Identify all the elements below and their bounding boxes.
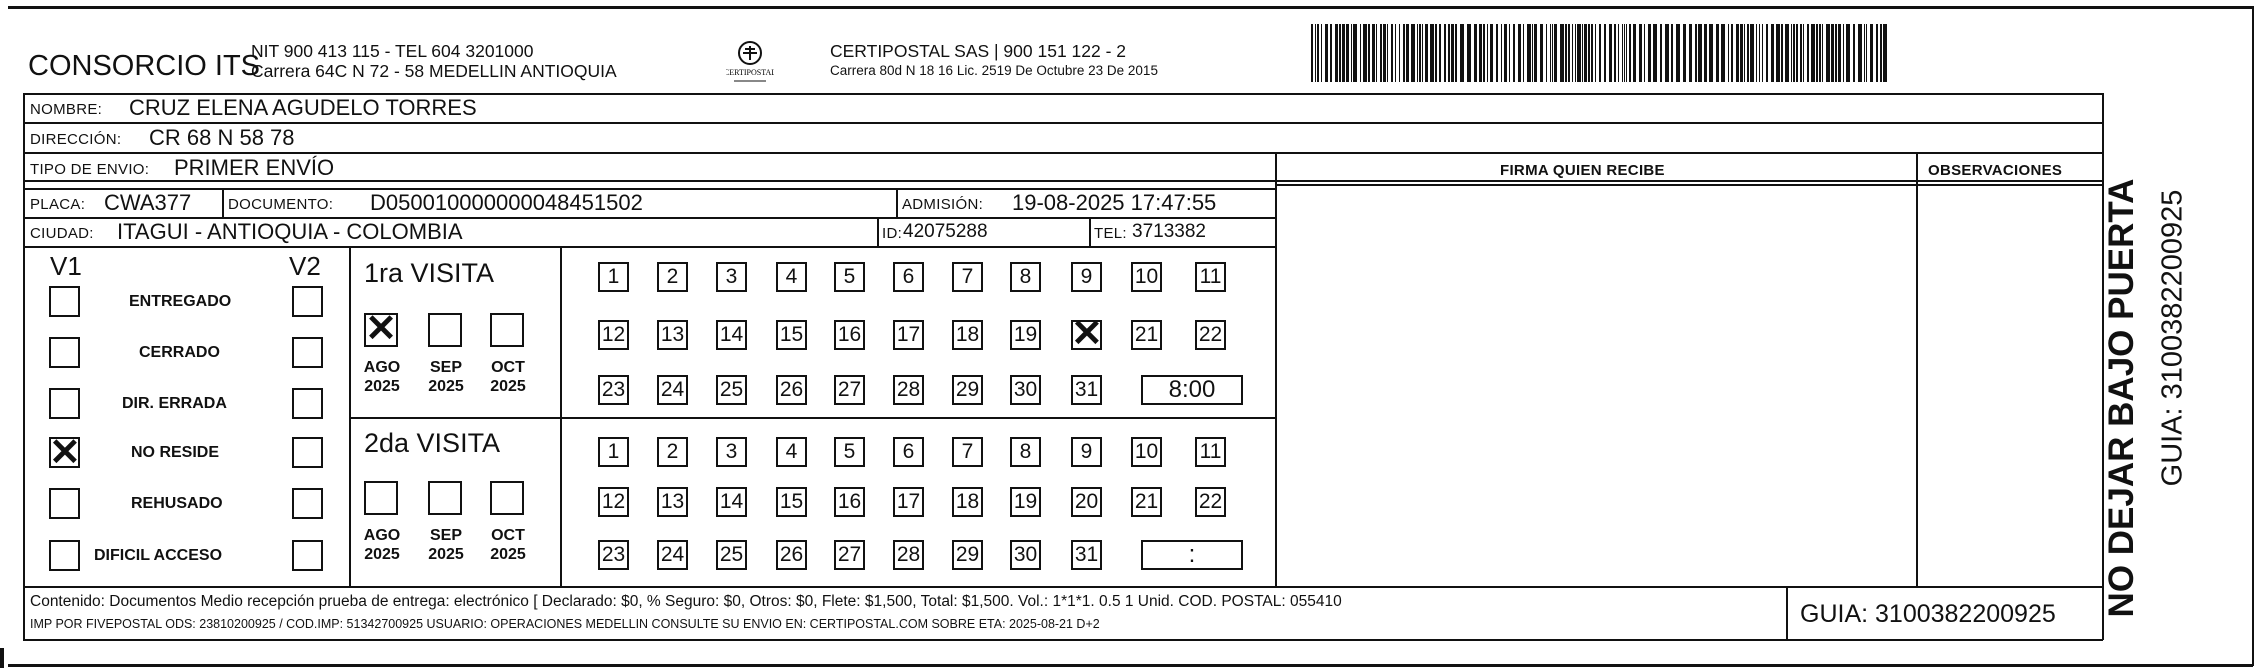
id-divider [877, 217, 879, 246]
visit2-day-18[interactable]: 18 [952, 487, 983, 517]
visit2-time-box[interactable]: : [1141, 540, 1243, 570]
form-bottom-line [23, 586, 2103, 588]
visit2-day-21[interactable]: 21 [1131, 487, 1162, 517]
status-label-3: NO RESIDE [131, 444, 220, 461]
signature-col-line [1275, 152, 1277, 586]
v2-checkbox-0[interactable] [292, 286, 323, 317]
visit2-day-14[interactable]: 14 [716, 487, 747, 517]
visit1-title: 1ra VISITA [364, 258, 495, 288]
barcode-graphic [1311, 24, 1890, 82]
visit2-month-checkbox-2[interactable] [490, 481, 524, 515]
v2-checkbox-4[interactable] [292, 488, 323, 519]
visit2-day-19[interactable]: 19 [1010, 487, 1041, 517]
visit1-day-26[interactable]: 26 [776, 375, 807, 405]
v1-checkbox-2[interactable] [49, 388, 80, 419]
certipostal-logo-icon [726, 38, 774, 86]
visit2-title: 2da VISITA [364, 428, 501, 458]
barcode [1311, 24, 1890, 82]
visit2-day-8[interactable]: 8 [1010, 437, 1041, 467]
id-label: ID: [882, 225, 903, 242]
visit1-day-28[interactable]: 28 [893, 375, 924, 405]
v1-checkbox-0[interactable] [49, 286, 80, 317]
certipostal-logo [726, 38, 774, 86]
ciudad-value: ITAGUI - ANTIOQUIA - COLOMBIA [117, 219, 463, 244]
form-left-line [23, 93, 25, 640]
nombre-label: NOMBRE: [30, 101, 103, 118]
v2-checkbox-5[interactable] [292, 540, 323, 571]
visit1-day-5[interactable]: 5 [834, 262, 865, 292]
visit1-day-27[interactable]: 27 [834, 375, 865, 405]
visit1-day-4[interactable]: 4 [776, 262, 807, 292]
visit1-day-7[interactable]: 7 [952, 262, 983, 292]
placa-doc-divider [222, 188, 224, 217]
visit1-month-check-mark: ✕ [365, 308, 397, 350]
visit1-day-1[interactable]: 1 [598, 262, 629, 292]
tipo-envio-value: PRIMER ENVÍO [174, 155, 335, 180]
visit1-day-29[interactable]: 29 [952, 375, 983, 405]
visit1-day-14[interactable]: 14 [716, 320, 747, 350]
certipostal-name: CERTIPOSTAL SAS | 900 151 122 - 2 [830, 41, 1127, 61]
v1-checkbox-4[interactable] [49, 488, 80, 519]
visit2-day-3[interactable]: 3 [716, 437, 747, 467]
visit2-day-22[interactable]: 22 [1195, 487, 1226, 517]
visit1-day-17[interactable]: 17 [893, 320, 924, 350]
visit1-day-10[interactable]: 10 [1131, 262, 1162, 292]
visit1-day-15[interactable]: 15 [776, 320, 807, 350]
visit1-day-check-mark: ✕ [1071, 313, 1103, 355]
visit2-day-6[interactable]: 6 [893, 437, 924, 467]
status-label-5: DIFICIL ACCESO [94, 547, 223, 564]
month-col-line [560, 246, 562, 586]
visit2-day-9[interactable]: 9 [1071, 437, 1102, 467]
visit1-day-21[interactable]: 21 [1131, 320, 1162, 350]
v2-checkbox-3[interactable] [292, 437, 323, 468]
visit2-day-5[interactable]: 5 [834, 437, 865, 467]
row-line-1 [23, 122, 2103, 124]
v2-label: V2 [289, 251, 321, 281]
visit2-day-2[interactable]: 2 [657, 437, 688, 467]
v2-checkbox-1[interactable] [292, 337, 323, 368]
visit1-month-label-0: AGO 2025 [363, 359, 401, 395]
visit1-day-31[interactable]: 31 [1071, 375, 1102, 405]
svg-text:CERTIPOSTAL: CERTIPOSTAL [726, 68, 774, 77]
placa-label: PLACA: [30, 196, 86, 213]
documento-label: DOCUMENTO: [228, 196, 334, 213]
company-nit-tel: NIT 900 413 115 - TEL 604 3201000 [251, 41, 534, 61]
visit1-day-13[interactable]: 13 [657, 320, 688, 350]
visit1-day-6[interactable]: 6 [893, 262, 924, 292]
visit2-day-12[interactable]: 12 [598, 487, 629, 517]
bottom-border [8, 664, 2253, 667]
footer-line-1: Contenido: Documentos Medio recepción prueba de entrega: electrónico [ Declarado: $0, % Seguro: $0, Otros: $0, Flete: $1,500, Total: $1,500. Vol.: 1*1*1. 0.5 1 Unid. COD. POSTAL: 055410 [30, 593, 1342, 610]
visit2-month-label-1: SEP 2025 [428, 527, 464, 563]
admision-value: 19-08-2025 17:47:55 [1012, 190, 1217, 215]
v1-checkbox-5[interactable] [49, 540, 80, 571]
documento-value: D050010000000048451502 [370, 190, 643, 215]
side-warning: NO DEJAR BAJO PUERTA [2102, 178, 2141, 618]
visit2-day-23[interactable]: 23 [598, 540, 629, 570]
visit1-month-checkbox-2[interactable] [490, 313, 524, 347]
tel-value: 3713382 [1132, 221, 1206, 242]
left-edge-mark [0, 648, 4, 668]
visit1-day-24[interactable]: 24 [657, 375, 688, 405]
visit2-day-26[interactable]: 26 [776, 540, 807, 570]
visit1-day-22[interactable]: 22 [1195, 320, 1226, 350]
observaciones-label: OBSERVACIONES [1928, 162, 2063, 179]
visit1-day-25[interactable]: 25 [716, 375, 747, 405]
visit2-day-4[interactable]: 4 [776, 437, 807, 467]
visit2-day-17[interactable]: 17 [893, 487, 924, 517]
visit1-day-11[interactable]: 11 [1195, 262, 1226, 292]
right-border [2252, 6, 2254, 666]
v2-checkbox-2[interactable] [292, 388, 323, 419]
visit1-month-checkbox-1[interactable] [428, 313, 462, 347]
visit2-month-label-2: OCT 2025 [490, 527, 526, 563]
visit1-day-23[interactable]: 23 [598, 375, 629, 405]
visit2-day-1[interactable]: 1 [598, 437, 629, 467]
visit2-day-13[interactable]: 13 [657, 487, 688, 517]
tipo-envio-label: TIPO DE ENVIO: [30, 161, 150, 178]
visit1-day-3[interactable]: 3 [716, 262, 747, 292]
placa-value: CWA377 [104, 190, 192, 215]
visit2-day-15[interactable]: 15 [776, 487, 807, 517]
visit2-month-checkbox-0[interactable] [364, 481, 398, 515]
visit1-day-16[interactable]: 16 [834, 320, 865, 350]
status-label-4: REHUSADO [131, 495, 223, 512]
direccion-label: DIRECCIÓN: [30, 131, 122, 148]
observations-col-line [1916, 152, 1918, 586]
row-line-sig [1275, 184, 2103, 186]
company-name: CONSORCIO ITS [28, 50, 261, 82]
status-label-1: CERRADO [139, 344, 220, 361]
row-line-3 [23, 180, 2103, 182]
visit2-day-27[interactable]: 27 [834, 540, 865, 570]
visit2-day-28[interactable]: 28 [893, 540, 924, 570]
visit2-day-16[interactable]: 16 [834, 487, 865, 517]
top-border [8, 6, 2253, 9]
firma-label: FIRMA QUIEN RECIBE [1500, 162, 1665, 179]
visit1-day-19[interactable]: 19 [1010, 320, 1041, 350]
admision-label: ADMISIÓN: [902, 196, 984, 213]
visit1-day-30[interactable]: 30 [1010, 375, 1041, 405]
footer-bottom-line [23, 639, 2103, 641]
visit2-month-label-0: AGO 2025 [363, 527, 401, 563]
visit2-day-7[interactable]: 7 [952, 437, 983, 467]
visit1-day-12[interactable]: 12 [598, 320, 629, 350]
visit2-day-11[interactable]: 11 [1195, 437, 1226, 467]
footer-line-2: IMP POR FIVEPOSTAL ODS: 23810200925 / COD.IMP: 51342700925 USUARIO: OPERACIONES MEDELLIN CONSULTE SU ENVIO EN: CERTIPOSTAL.COM SOBRE ETA: 2025-08-21 D+2 [30, 617, 1100, 631]
footer-guia-divider [1786, 586, 1788, 640]
id-value: 42075288 [903, 221, 988, 242]
side-guia: GUIA: 3100382200925 [2156, 189, 2189, 487]
visit2-day-24[interactable]: 24 [657, 540, 688, 570]
certipostal-address: Carrera 80d N 18 16 Lic. 2519 De Octubre 23 De 2015 [830, 63, 1158, 78]
nombre-value: CRUZ ELENA AGUDELO TORRES [129, 95, 477, 120]
visit1-day-18[interactable]: 18 [952, 320, 983, 350]
ciudad-label: CIUDAD: [30, 225, 94, 242]
visit1-month-label-2: OCT 2025 [490, 359, 526, 395]
visit2-day-20[interactable]: 20 [1071, 487, 1102, 517]
v1-check-mark: ✕ [49, 432, 81, 474]
visit2-day-25[interactable]: 25 [716, 540, 747, 570]
direccion-value: CR 68 N 58 78 [149, 125, 295, 150]
visit2-month-checkbox-1[interactable] [428, 481, 462, 515]
row-line-6 [23, 246, 1275, 248]
visit2-day-29[interactable]: 29 [952, 540, 983, 570]
footer-guia-box: GUIA: 3100382200925 [1800, 600, 2056, 628]
status-col-line [349, 246, 351, 586]
tel-divider [1089, 217, 1091, 246]
status-label-2: DIR. ERRADA [122, 395, 227, 412]
visit1-day-9[interactable]: 9 [1071, 262, 1102, 292]
visit1-day-2[interactable]: 2 [657, 262, 688, 292]
v1-checkbox-1[interactable] [49, 337, 80, 368]
admision-divider [896, 188, 898, 217]
status-label-0: ENTREGADO [129, 293, 232, 310]
company-address: Carrera 64C N 72 - 58 MEDELLIN ANTIOQUIA [251, 61, 617, 81]
row-line-2 [23, 152, 2103, 154]
visit1-month-label-1: SEP 2025 [428, 359, 464, 395]
v1-label: V1 [50, 251, 82, 281]
tel-label: TEL: [1094, 225, 1127, 242]
visit2-day-31[interactable]: 31 [1071, 540, 1102, 570]
visit1-time-box[interactable]: 8:00 [1141, 375, 1243, 405]
visit2-day-10[interactable]: 10 [1131, 437, 1162, 467]
visit-divider [349, 417, 1275, 419]
visit2-day-30[interactable]: 30 [1010, 540, 1041, 570]
visit1-day-8[interactable]: 8 [1010, 262, 1041, 292]
